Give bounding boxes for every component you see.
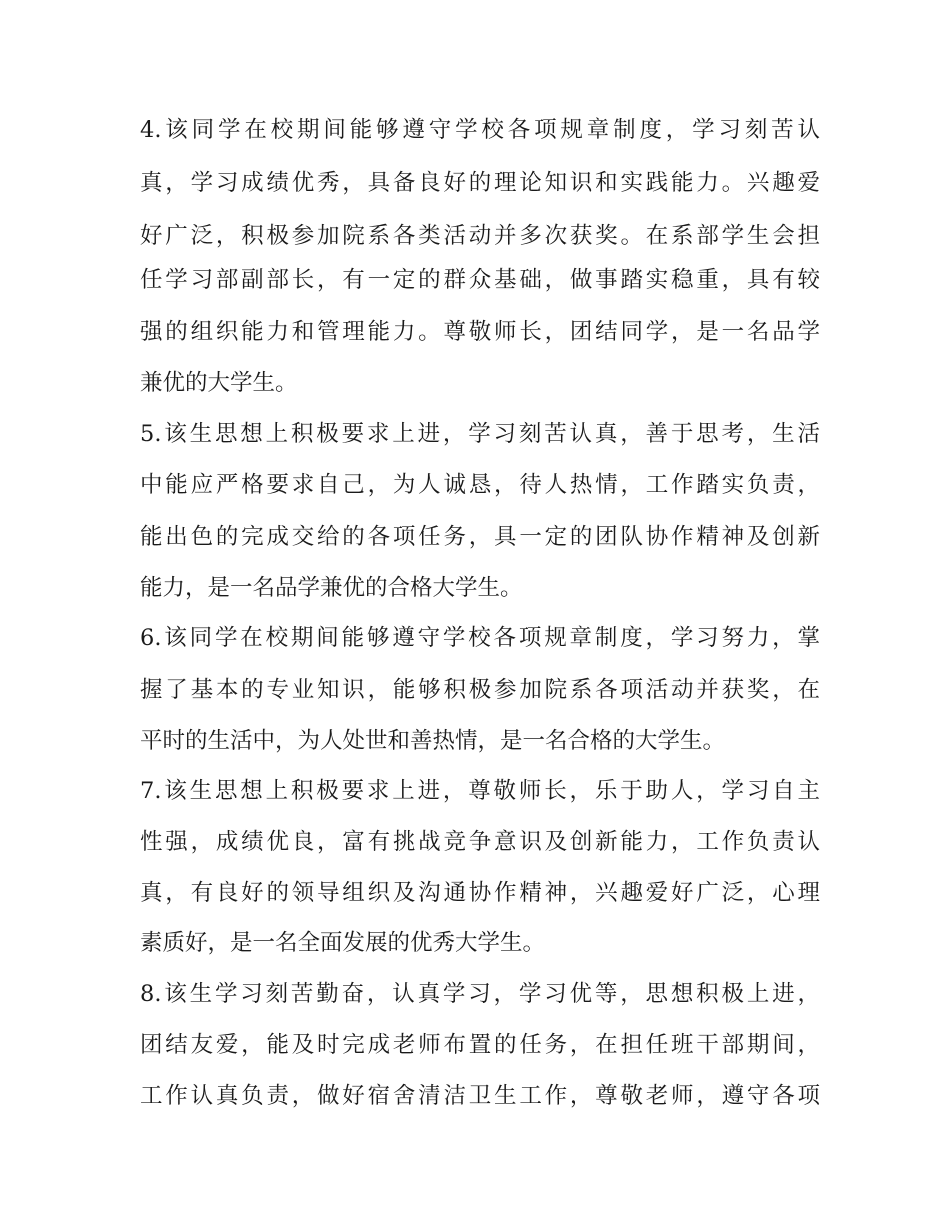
paragraph-line: 真，学习成绩优秀，具备良好的理论知识和实践能力。兴趣爱	[140, 170, 820, 196]
paragraph-line: 好广泛，积极参加院系各类活动并多次获奖。在系部学生会担	[140, 223, 820, 249]
paragraph-line: 能力，是一名品学兼优的合格大学生。	[140, 575, 523, 601]
paragraph-line: 4.该同学在校期间能够遵守学校各项规章制度，学习刻苦认	[140, 117, 820, 143]
paragraph-line: 7.该生思想上积极要求上进，尊敬师长，乐于助人，学习自主	[140, 778, 820, 804]
paragraph-line: 任学习部副部长，有一定的群众基础，做事踏实稳重，具有较	[140, 267, 820, 293]
paragraph-line: 能出色的完成交给的各项任务，具一定的团队协作精神及创新	[140, 524, 820, 550]
paragraph-line: 工作认真负责，做好宿舍清洁卫生工作，尊敬老师，遵守各项	[140, 1083, 820, 1109]
paragraph-line: 握了基本的专业知识，能够积极参加院系各项活动并获奖，在	[140, 677, 820, 703]
paragraph-line: 8.该生学习刻苦勤奋，认真学习，学习优等，思想积极上进，	[140, 981, 820, 1007]
paragraph-line: 平时的生活中，为人处世和善热情，是一名合格的大学生。	[140, 728, 726, 754]
paragraph-line: 6.该同学在校期间能够遵守学校各项规章制度，学习努力，掌	[140, 625, 820, 651]
paragraph-line: 素质好，是一名全面发展的优秀大学生。	[140, 930, 546, 956]
paragraph-line: 5.该生思想上积极要求上进，学习刻苦认真，善于思考，生活	[140, 421, 820, 447]
paragraph-line: 性强，成绩优良，富有挑战竞争意识及创新能力，工作负责认	[140, 829, 820, 855]
paragraph-line: 团结友爱，能及时完成老师布置的任务，在担任班干部期间，	[140, 1032, 820, 1058]
paragraph-line: 中能应严格要求自己，为人诚恳，待人热情，工作踏实负责，	[140, 472, 820, 498]
paragraph-line: 兼优的大学生。	[140, 370, 298, 396]
paragraph-line: 真，有良好的领导组织及沟通协作精神，兴趣爱好广泛，心理	[140, 880, 820, 906]
paragraph-line: 强的组织能力和管理能力。尊敬师长，团结同学，是一名品学	[140, 319, 820, 345]
